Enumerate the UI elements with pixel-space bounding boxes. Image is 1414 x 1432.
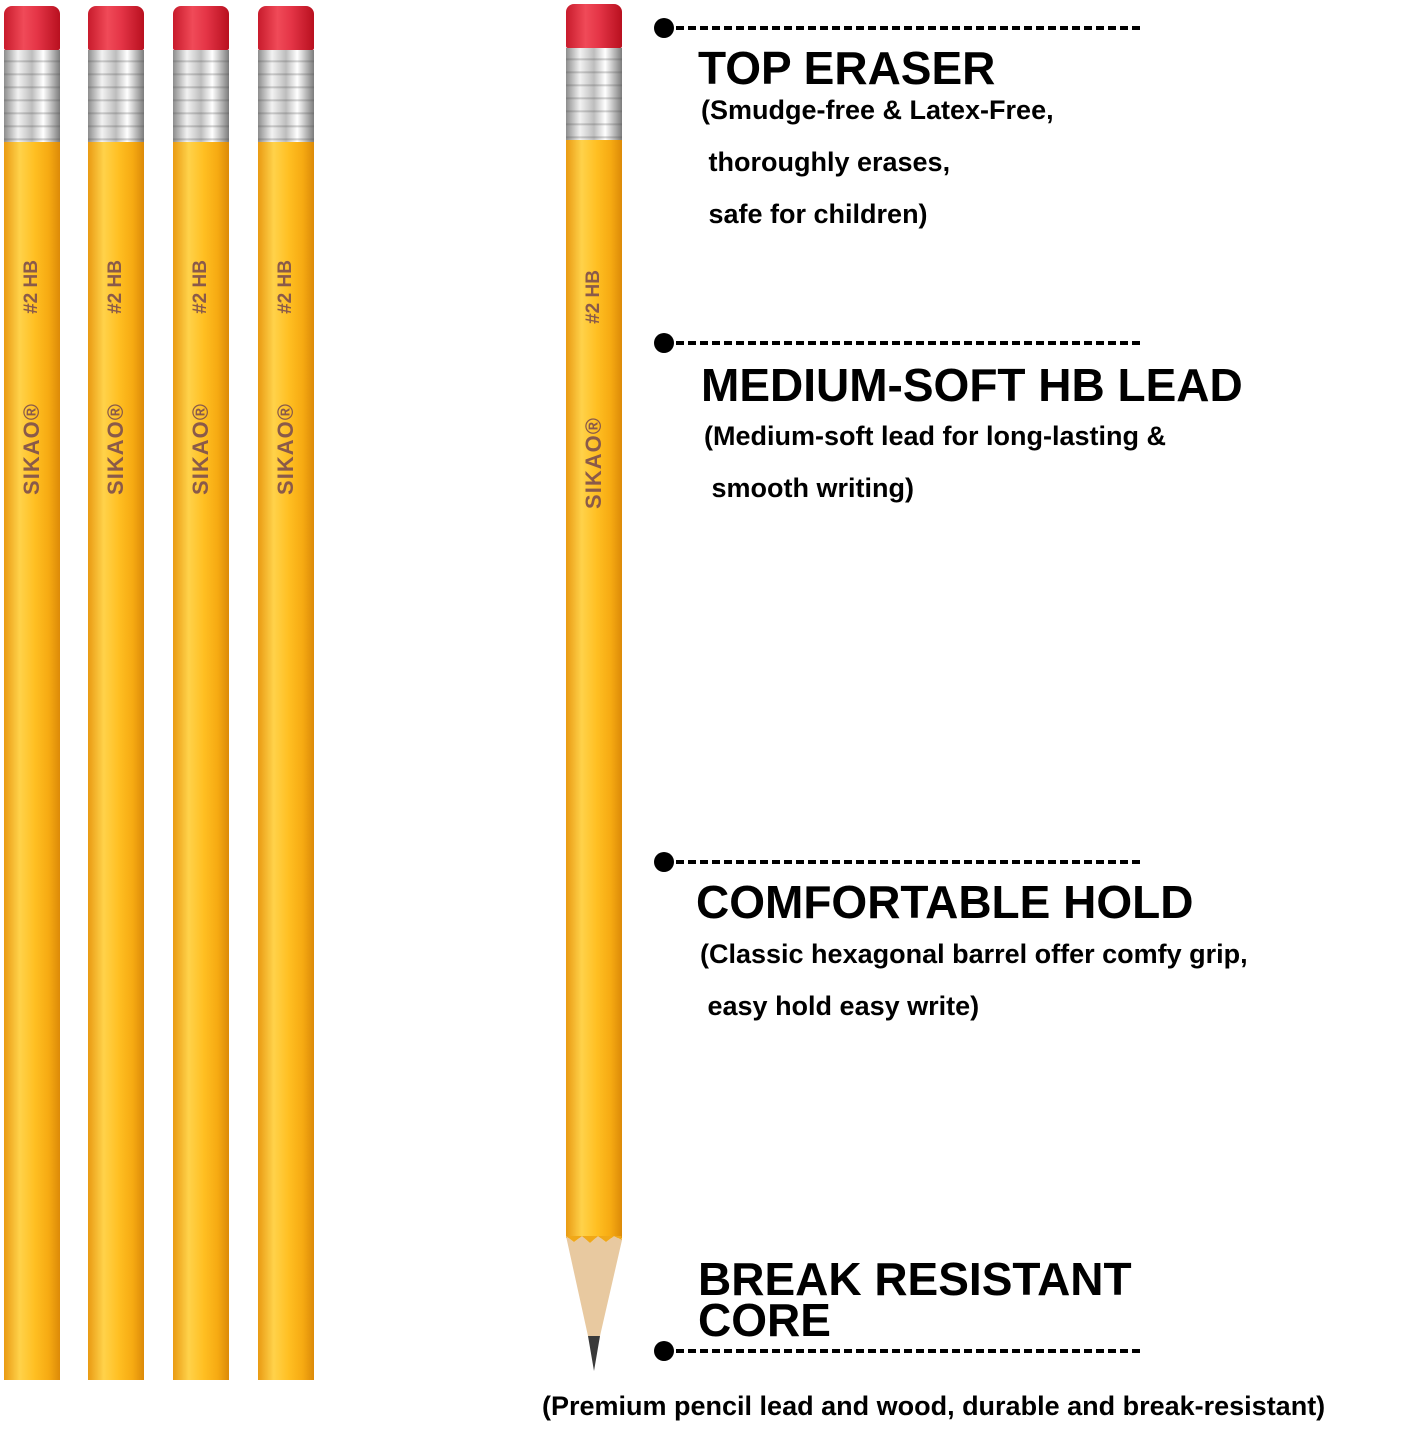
- brand-label: SIKAO®: [188, 403, 213, 495]
- feature-desc-core: (Premium pencil lead and wood, durable and break-resistant): [542, 1391, 1326, 1421]
- ferrule: [4, 50, 60, 142]
- pencil-featured: [566, 4, 622, 1372]
- feature-title-core-2: CORE: [698, 1294, 831, 1346]
- callout-dot-hold: [654, 852, 674, 872]
- eraser: [4, 6, 60, 50]
- eraser: [566, 4, 622, 48]
- feature-desc-hold-2: easy hold easy write): [700, 991, 980, 1021]
- pencil-3: [173, 6, 229, 1380]
- callout-dot-core: [654, 1341, 674, 1361]
- grade-label: #2 HB: [190, 260, 211, 314]
- grade-label: #2 HB: [583, 270, 604, 324]
- callout-dot-lead: [654, 333, 674, 353]
- pencil-4: [258, 6, 314, 1380]
- brand-label: SIKAO®: [273, 403, 298, 495]
- brand-label: SIKAO®: [103, 403, 128, 495]
- feature-desc-lead-2: smooth writing): [704, 473, 914, 503]
- eraser: [258, 6, 314, 50]
- ferrule: [173, 50, 229, 142]
- ferrule: [566, 48, 622, 140]
- pencil-2: [88, 6, 144, 1380]
- barrel: [173, 142, 229, 1380]
- grade-label: #2 HB: [105, 260, 126, 314]
- brand-label: SIKAO®: [581, 417, 606, 509]
- grade-label: #2 HB: [275, 260, 296, 314]
- feature-title-core-1: BREAK RESISTANT: [698, 1253, 1132, 1305]
- feature-desc-lead-1: (Medium-soft lead for long-lasting &: [704, 421, 1166, 451]
- barrel: [88, 142, 144, 1380]
- callout-dot-eraser: [654, 18, 674, 38]
- feature-desc-eraser-1: (Smudge-free & Latex-Free,: [701, 95, 1054, 125]
- ferrule: [258, 50, 314, 142]
- feature-desc-eraser-3: safe for children): [701, 199, 928, 229]
- eraser: [88, 6, 144, 50]
- callout-line-core: [676, 1349, 1140, 1353]
- barrel: [4, 142, 60, 1380]
- grade-label: #2 HB: [21, 260, 42, 314]
- callout-line-eraser: [676, 26, 1140, 30]
- feature-title-lead: MEDIUM-SOFT HB LEAD: [701, 359, 1243, 411]
- feature-title-eraser: TOP ERASER: [698, 42, 996, 94]
- ferrule: [88, 50, 144, 142]
- feature-desc-hold-1: (Classic hexagonal barrel offer comfy grip,: [700, 939, 1248, 969]
- feature-title-hold: COMFORTABLE HOLD: [696, 876, 1194, 928]
- brand-label: SIKAO®: [19, 403, 44, 495]
- barrel: [258, 142, 314, 1380]
- feature-desc-eraser-2: thoroughly erases,: [701, 147, 951, 177]
- sharpened-tip: [566, 1236, 622, 1371]
- eraser: [173, 6, 229, 50]
- callout-line-lead: [676, 341, 1140, 345]
- pencil-1: [4, 6, 60, 1380]
- callout-line-hold: [676, 860, 1140, 864]
